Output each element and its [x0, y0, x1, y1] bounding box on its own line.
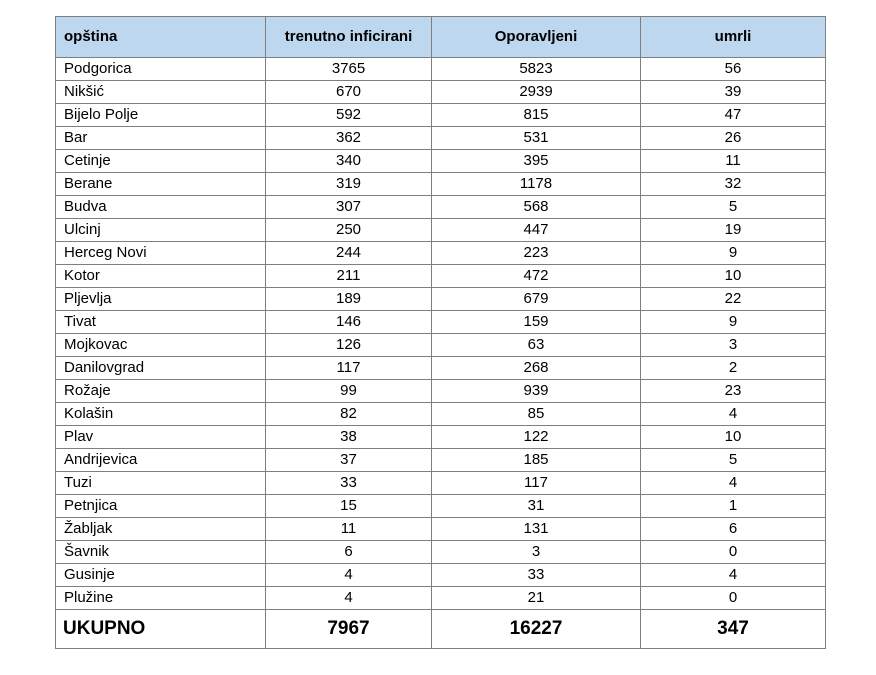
table-row: [56, 288, 826, 311]
deceased-cell: 22: [641, 288, 826, 311]
municipality-cell: Rožaje: [56, 380, 266, 403]
table-row: [56, 242, 826, 265]
table-row: [56, 173, 826, 196]
municipality-cell: Bijelo Polje: [56, 104, 266, 127]
table-row: [56, 426, 826, 449]
header-recovered: Oporavljeni: [432, 17, 641, 58]
recovered-cell: 472: [432, 265, 641, 288]
table-row: [56, 403, 826, 426]
infected-cell: 33: [266, 472, 432, 495]
table-row: [56, 150, 826, 173]
recovered-cell: 185: [432, 449, 641, 472]
infected-cell: 244: [266, 242, 432, 265]
total-recovered: 16227: [432, 610, 641, 649]
deceased-cell: 56: [641, 58, 826, 81]
infected-cell: 670: [266, 81, 432, 104]
infected-cell: 82: [266, 403, 432, 426]
table-row: [56, 58, 826, 81]
deceased-cell: 0: [641, 541, 826, 564]
infected-cell: 362: [266, 127, 432, 150]
recovered-cell: 531: [432, 127, 641, 150]
recovered-cell: 3: [432, 541, 641, 564]
table-row: [56, 357, 826, 380]
recovered-cell: 268: [432, 357, 641, 380]
total-row: [56, 610, 826, 649]
recovered-cell: 568: [432, 196, 641, 219]
deceased-cell: 10: [641, 265, 826, 288]
deceased-cell: 4: [641, 403, 826, 426]
municipality-cell: Šavnik: [56, 541, 266, 564]
municipality-cell: Podgorica: [56, 58, 266, 81]
table-row: [56, 311, 826, 334]
total-deceased: 347: [641, 610, 826, 649]
municipality-cell: Nikšić: [56, 81, 266, 104]
table-row: [56, 334, 826, 357]
infected-cell: 211: [266, 265, 432, 288]
municipality-cell: Petnjica: [56, 495, 266, 518]
municipality-cell: Kotor: [56, 265, 266, 288]
municipality-cell: Danilovgrad: [56, 357, 266, 380]
header-row: [56, 17, 826, 58]
municipality-cell: Kolašin: [56, 403, 266, 426]
municipality-cell: Cetinje: [56, 150, 266, 173]
infected-cell: 319: [266, 173, 432, 196]
infected-cell: 37: [266, 449, 432, 472]
deceased-cell: 0: [641, 587, 826, 610]
table-row: [56, 127, 826, 150]
total-label: UKUPNO: [56, 610, 266, 649]
infected-cell: 38: [266, 426, 432, 449]
recovered-cell: 117: [432, 472, 641, 495]
municipality-cell: Budva: [56, 196, 266, 219]
infected-cell: 340: [266, 150, 432, 173]
recovered-cell: 131: [432, 518, 641, 541]
municipality-cell: Tuzi: [56, 472, 266, 495]
municipality-cell: Herceg Novi: [56, 242, 266, 265]
recovered-cell: 1178: [432, 173, 641, 196]
infected-cell: 4: [266, 587, 432, 610]
table-row: [56, 380, 826, 403]
deceased-cell: 5: [641, 449, 826, 472]
recovered-cell: 85: [432, 403, 641, 426]
recovered-cell: 2939: [432, 81, 641, 104]
infected-cell: 250: [266, 219, 432, 242]
deceased-cell: 5: [641, 196, 826, 219]
infected-cell: 4: [266, 564, 432, 587]
infected-cell: 307: [266, 196, 432, 219]
deceased-cell: 39: [641, 81, 826, 104]
table-row: [56, 541, 826, 564]
deceased-cell: 4: [641, 564, 826, 587]
deceased-cell: 9: [641, 311, 826, 334]
recovered-cell: 395: [432, 150, 641, 173]
recovered-cell: 447: [432, 219, 641, 242]
deceased-cell: 11: [641, 150, 826, 173]
table-row: [56, 518, 826, 541]
infected-cell: 6: [266, 541, 432, 564]
deceased-cell: 2: [641, 357, 826, 380]
table-row: [56, 219, 826, 242]
deceased-cell: 32: [641, 173, 826, 196]
municipality-cell: Ulcinj: [56, 219, 266, 242]
deceased-cell: 6: [641, 518, 826, 541]
header-currently-infected: trenutno inficirani: [266, 17, 432, 58]
municipality-cell: Plav: [56, 426, 266, 449]
recovered-cell: 63: [432, 334, 641, 357]
deceased-cell: 10: [641, 426, 826, 449]
municipality-cell: Berane: [56, 173, 266, 196]
header-deceased: umrli: [641, 17, 826, 58]
table-row: [56, 472, 826, 495]
deceased-cell: 23: [641, 380, 826, 403]
infected-cell: 189: [266, 288, 432, 311]
infected-cell: 3765: [266, 58, 432, 81]
municipality-cell: Andrijevica: [56, 449, 266, 472]
infected-cell: 99: [266, 380, 432, 403]
deceased-cell: 9: [641, 242, 826, 265]
table-row: [56, 81, 826, 104]
table-row: [56, 104, 826, 127]
recovered-cell: 5823: [432, 58, 641, 81]
table-row: [56, 196, 826, 219]
recovered-cell: 679: [432, 288, 641, 311]
infected-cell: 117: [266, 357, 432, 380]
deceased-cell: 4: [641, 472, 826, 495]
table-row: [56, 265, 826, 288]
header-municipality: opština: [56, 17, 266, 58]
municipality-cell: Bar: [56, 127, 266, 150]
infected-cell: 592: [266, 104, 432, 127]
deceased-cell: 47: [641, 104, 826, 127]
municipality-cell: Pljevlja: [56, 288, 266, 311]
infected-cell: 146: [266, 311, 432, 334]
recovered-cell: 159: [432, 311, 641, 334]
table-row: [56, 495, 826, 518]
table-body: [56, 58, 826, 610]
deceased-cell: 19: [641, 219, 826, 242]
table-row: [56, 587, 826, 610]
recovered-cell: 223: [432, 242, 641, 265]
table-row: [56, 564, 826, 587]
covid-municipality-table: [55, 16, 826, 649]
infected-cell: 126: [266, 334, 432, 357]
total-infected: 7967: [266, 610, 432, 649]
municipality-cell: Mojkovac: [56, 334, 266, 357]
municipality-cell: Plužine: [56, 587, 266, 610]
table-row: [56, 449, 826, 472]
infected-cell: 11: [266, 518, 432, 541]
recovered-cell: 939: [432, 380, 641, 403]
deceased-cell: 1: [641, 495, 826, 518]
municipality-cell: Tivat: [56, 311, 266, 334]
deceased-cell: 26: [641, 127, 826, 150]
recovered-cell: 815: [432, 104, 641, 127]
infected-cell: 15: [266, 495, 432, 518]
municipality-cell: Gusinje: [56, 564, 266, 587]
recovered-cell: 33: [432, 564, 641, 587]
recovered-cell: 122: [432, 426, 641, 449]
deceased-cell: 3: [641, 334, 826, 357]
recovered-cell: 31: [432, 495, 641, 518]
municipality-cell: Žabljak: [56, 518, 266, 541]
recovered-cell: 21: [432, 587, 641, 610]
